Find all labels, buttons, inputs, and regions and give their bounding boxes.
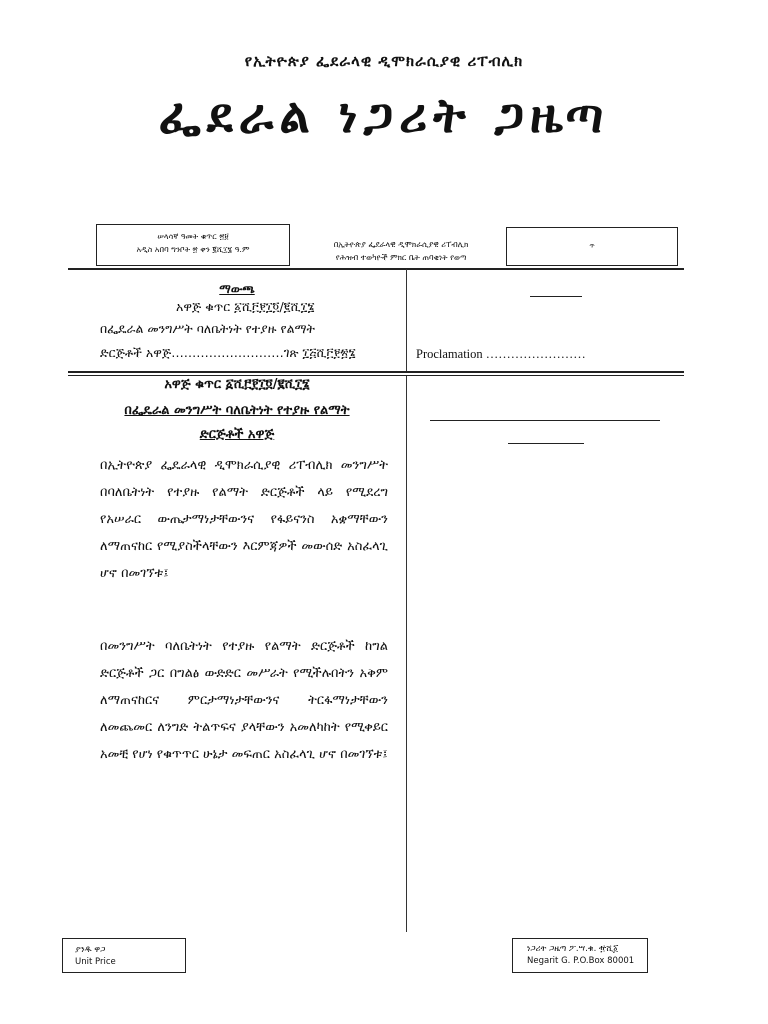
publisher-note: [298, 238, 504, 264]
negarit-pobox-box: [512, 938, 648, 973]
gazette-title: ፌደራል ነጋሪት ጋዜጣ: [158, 88, 610, 144]
pobox-english: Negarit G. P.O.Box 80001: [527, 956, 635, 966]
contents-proclamation-page: ድርጅቶች አዋጅ………………………ገጽ ፲፭ሺ፫፻፳፮: [100, 345, 356, 360]
mid-rule-thick: [68, 371, 684, 373]
english-title-rule-short: [508, 443, 584, 444]
english-title-rule-long: [430, 420, 660, 421]
contents-proclamation-number: አዋጅ ቁጥር ፩ሺ፫፻፲፬/፪ሺ፲፮: [176, 299, 315, 314]
price-text: ጥ: [589, 242, 595, 250]
publisher-line-2: የሕዝብ ተወካዮች ምክር ቤት ጠባቂነት የወጣ: [335, 253, 467, 262]
mid-rule-thin: [68, 375, 684, 376]
issue-year-number: ሠላሳኛ ዓመት ቁጥር ፳፱: [157, 232, 229, 241]
price-box: [506, 227, 678, 266]
proclamation-title-line-2: ድርጅቶች አዋጅ: [199, 427, 275, 442]
issue-info-box: [96, 224, 290, 266]
contents-en-proclamation: Proclamation ……………………: [416, 347, 586, 361]
preamble-paragraph-1: በኢትዮጵያ ፌዴራላዊ ዲሞክራሲያዊ ሪፐብሊክ መንግሥት በባለቤትነት የተያዙ የልማት ድርጅቶች ላይ የሚደረግ የአሠራር ውጤታማነታቸውንና የፋይናንስ አቋማቸውን ለማጠናከር የሚያስችላቸውን እርምጃዎች መውሰድ አስፈላጊ ሆኖ በመገኘቱ፤: [100, 458, 388, 581]
top-rule: [68, 268, 684, 270]
publisher-line-1: በኢትዮጵያ ፌደራላዊ ዲሞክራሲያዊ ሪፐብሊክ: [333, 240, 469, 249]
proclamation-title-line-1: በፌዴራል መንግሥት ባለቤትነት የተያዙ የልማት: [124, 403, 350, 418]
unit-price-box: [62, 938, 186, 973]
contents-proclamation-title: በፌዴራል መንግሥት ባለቤትነት የተያዙ የልማት: [100, 321, 315, 336]
contents-en-title-rule: [530, 296, 582, 297]
issue-date: አዲስ አበባ ግንቦት ፳ ቀን ፪ሺ፲፮ ዓ.ም: [136, 245, 250, 254]
contents-title: ማውጫ: [219, 282, 255, 296]
proclamation-number: አዋጅ ቁጥር ፩ሺ፫፻፲፬/፪ሺ፲፮: [164, 377, 310, 392]
unit-price-english: Unit Price: [75, 957, 116, 967]
republic-name: የኢትዮጵያ ፌደራላዊ ዲሞክራሲያዊ ሪፐብሊክ: [244, 52, 524, 70]
unit-price-amharic: ያንዱ ዋጋ: [75, 945, 106, 955]
preamble-paragraph-2: በመንግሥት ባለቤትነት የተያዙ የልማት ድርጅቶች ከግል ድርጅቶች ጋር በግልፅ ውድድር መሥራት የሚችሉበትን አቅም ለማጠናከርና ምርታማነታቸውንና ትርፋማነታቸውን ለመጨመር ለንግድ ትልጥፍና ያላቸውን አመለካከት የሚቀይር አመቺ የሆነ የቁጥጥር ሁኔታ መፍጠር አስፈላጊ ሆኖ በመገኘቱ፤: [100, 639, 388, 762]
column-divider-main: [406, 376, 407, 932]
column-divider-top: [406, 269, 407, 371]
pobox-amharic: ነጋሪት ጋዜጣ ፖ.ሣ.ቁ. ፹ሺ፩: [527, 944, 619, 954]
